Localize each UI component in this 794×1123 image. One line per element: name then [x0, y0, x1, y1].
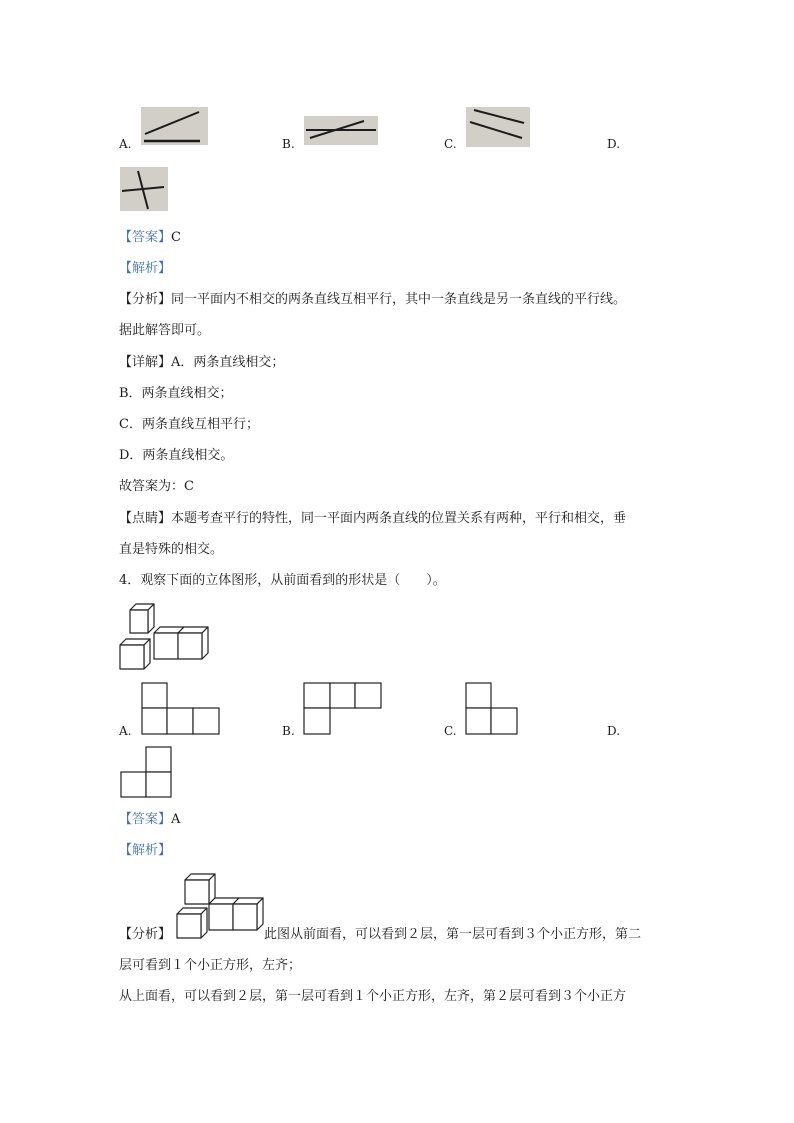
- q3-xiangjie-line-d: D．两条直线相交。: [119, 448, 234, 463]
- q4-analysis-cube-figure: [175, 874, 267, 940]
- answer-value: C: [171, 230, 181, 245]
- option-c-lines: [466, 107, 530, 147]
- q3-dianjing-line-2: 直是特殊的相交。: [119, 542, 224, 557]
- q4-option-a-shape: [141, 682, 221, 736]
- answer-value: A: [171, 812, 181, 827]
- q4-option-a-label: A.: [119, 724, 132, 738]
- q4-option-b-shape: [303, 682, 383, 736]
- q4-option-c-label: C.: [444, 724, 457, 738]
- q3-option-a-label: A.: [119, 137, 132, 151]
- q4-option-d-shape: [120, 746, 176, 800]
- q3-fenxi-line-2: 据此解答即可。: [119, 323, 211, 338]
- option-a-photo: [141, 107, 208, 145]
- q3-answer: [119, 230, 181, 246]
- q3-analysis-title: 【解析】: [119, 261, 172, 276]
- fenxi-text: 同一平面内不相交的两条直线互相平行，其中一条直线是另一条直线的平行线。: [171, 292, 627, 307]
- q4-fenxi-line-2: 层可看到１个小正方形，左齐；: [119, 958, 302, 973]
- q4-fenxi-line-1: 此图从前面看，可以看到２层，第一层可看到３个小正方形，第二: [264, 927, 642, 942]
- dianjing-tag: 【点睛】: [119, 511, 172, 526]
- xiangjie-tag: 【详解】: [119, 355, 172, 370]
- q4-option-b-label: B.: [282, 724, 295, 738]
- q3-option-b-label: B.: [282, 137, 295, 151]
- q3-xiangjie-line-a: [119, 355, 284, 371]
- option-d-lines: [120, 167, 168, 211]
- fenxi-tag: 【分析】: [119, 927, 172, 942]
- xiangjie-a-text: A．两条直线相交；: [171, 355, 285, 370]
- option-b-photo: [304, 116, 378, 145]
- dianjing-text: 本题考查平行的特性，同一平面内两条直线的位置关系有两种，平行和相交，垂: [171, 511, 627, 526]
- q3-xiangjie-line-c: C．两条直线互相平行；: [119, 417, 259, 432]
- q3-xiangjie-line-b: B．两条直线相交；: [119, 386, 233, 401]
- fenxi-tag: 【分析】: [119, 292, 172, 307]
- q4-question: 4．观察下面的立体图形，从前面看到的形状是（ ）。: [119, 573, 446, 588]
- q4-option-c-shape: [465, 682, 521, 736]
- q3-dianjing-line-1: [119, 511, 626, 527]
- q4-cube-figure: [118, 605, 213, 670]
- q4-analysis-title: 【解析】: [119, 843, 172, 858]
- q4-fenxi-tag-line: [119, 927, 171, 943]
- option-a-lines: [141, 107, 208, 145]
- option-b-lines: [304, 116, 378, 145]
- answer-tag: 【答案】: [119, 230, 172, 245]
- q4-answer: [119, 812, 180, 828]
- q3-option-c-label: C.: [444, 137, 457, 151]
- q3-conclusion: 故答案为：C: [119, 479, 194, 494]
- option-d-photo: [120, 167, 168, 211]
- q3-fenxi-line-1: [119, 292, 626, 308]
- option-c-photo: [466, 107, 530, 147]
- q4-fenxi-line-3: 从上面看，可以看到２层，第一层可看到１个小正方形，左齐，第２层可看到３个小正方: [119, 989, 627, 1004]
- q3-option-d-label: D.: [607, 137, 621, 151]
- q4-option-d-label: D.: [607, 724, 621, 738]
- answer-tag: 【答案】: [119, 812, 172, 827]
